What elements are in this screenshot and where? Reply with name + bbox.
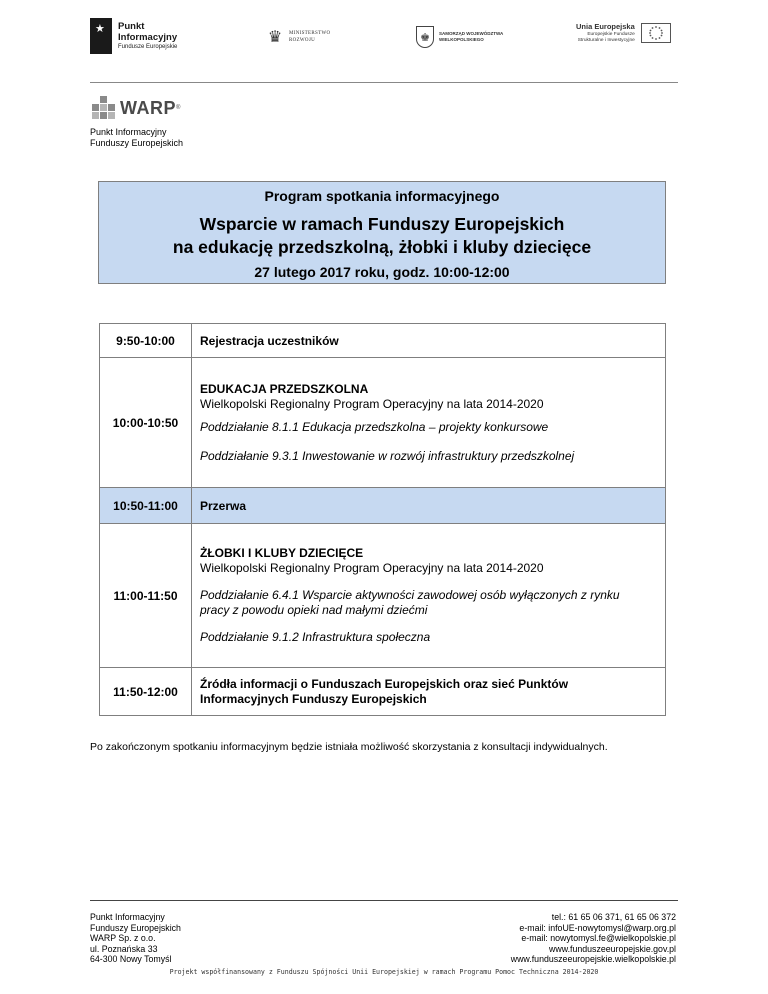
punkt-line3: Fundusze Europejskie [118, 43, 178, 50]
samorzad-logo [416, 26, 503, 48]
program-title-line1: Wsparcie w ramach Funduszy Europejskich [199, 214, 565, 234]
program-date: 27 lutego 2017 roku, godz. 10:00-12:00 [254, 264, 510, 280]
warp-caption [90, 127, 183, 149]
bottom-divider [90, 900, 678, 901]
warp-squares-icon [92, 96, 116, 120]
consultation-note: Po zakończonym spotkaniu informacyjnym będzie istniała możliwość skorzystania z konsultacji indywidualnych. [90, 741, 608, 753]
ministerstwo-logo [266, 26, 330, 48]
program-title-line2: na edukację przedszkolną, żłobki i kluby dziecięce [172, 237, 592, 257]
agenda-time: 11:50-12:00 [100, 668, 192, 716]
agenda-subheading: Wielkopolski Regionalny Program Operacyjny na lata 2014-2020 [200, 396, 544, 411]
ministerstwo-line1: MINISTERSTWO [289, 31, 331, 36]
agenda-row-break [100, 488, 666, 524]
agenda-row [100, 668, 666, 716]
agenda-title-line2: Informacyjnych Funduszy Europejskich [200, 691, 427, 706]
program-title [99, 213, 665, 259]
agenda-time: 10:00-10:50 [100, 358, 192, 488]
footer-address [90, 912, 181, 965]
agenda-description [192, 524, 666, 668]
eu-title: Unia Europejska [576, 22, 635, 31]
agenda-title-line1: Źródła informacji o Funduszach Europejskich oraz sieć Punktów [200, 676, 569, 691]
punkt-informacyjny-logo [90, 18, 177, 54]
program-header [98, 181, 666, 284]
agenda-item-continued: pracy z powodu opieki nad małymi dziećmi [200, 603, 428, 617]
samorzad-line1: SAMORZĄD WOJEWÓDZTWA [439, 31, 504, 36]
eu-line1: Europejskie Fundusze [587, 32, 635, 37]
agenda-heading: ŻŁOBKI I KLUBY DZIECIĘCE [200, 546, 364, 560]
logo-bar [90, 18, 680, 64]
warp-caption-line2: Funduszy Europejskich [90, 138, 184, 148]
punkt-line1: Punkt [118, 20, 145, 32]
punkt-star-icon [90, 18, 112, 54]
agenda-time: 11:00-11:50 [100, 524, 192, 668]
agenda-heading: EDUKACJA PRZEDSZKOLNA [200, 381, 369, 396]
samorzad-line2: WIELKOPOLSKIEGO [439, 37, 484, 42]
agenda-description [192, 358, 666, 488]
warp-word: WARP [120, 97, 176, 118]
agenda-title: Rejestracja uczestników [192, 324, 666, 358]
eu-flag-icon [641, 23, 671, 43]
agenda-row [100, 524, 666, 668]
agenda-item: Poddziałanie 9.3.1 Inwestowanie w rozwój infrastruktury przedszkolnej [200, 448, 575, 463]
agenda-title [192, 668, 666, 716]
footer-website-link[interactable]: www.funduszeeuropejskie.gov.pl [549, 943, 676, 954]
project-funding-note: Projekt współfinansowany z Funduszu Spójności Unii Europejskiej w ramach Programu Pomoc Techniczna 2014-2020 [169, 968, 599, 976]
agenda-row [100, 324, 666, 358]
agenda-table [99, 323, 666, 716]
eu-logo [576, 22, 671, 44]
warp-registered: ® [176, 105, 181, 111]
agenda-row [100, 358, 666, 488]
agenda-item: Poddziałanie 8.1.1 Edukacja przedszkolna – projekty konkursowe [200, 419, 549, 434]
footer-email-link[interactable]: e-mail: infoUE-nowytomysl@warp.org.pl [519, 922, 676, 933]
punkt-line2: Informacyjny [118, 31, 178, 43]
coat-of-arms-icon: ♚ [416, 26, 434, 48]
agenda-subheading: Wielkopolski Regionalny Program Operacyjny na lata 2014-2020 [200, 561, 544, 575]
eu-line2: Strukturalne i Inwestycyjne [577, 38, 635, 43]
footer-left-line: Punkt Informacyjny [90, 912, 165, 922]
eagle-icon: ♛ [267, 29, 283, 46]
warp-logo [92, 96, 180, 120]
footer-left-line: 64-300 Nowy Tomyśl [90, 954, 172, 964]
warp-caption-line1: Punkt Informacyjny [90, 127, 167, 137]
footer-website-link[interactable]: www.funduszeeuropejskie.wielkopolskie.pl [510, 954, 676, 964]
footer-left-line: ul. Poznańska 33 [90, 943, 158, 954]
footer-phone: tel.: 61 65 06 371, 61 65 06 372 [551, 912, 676, 922]
footer-left-line: Funduszy Europejskich [90, 922, 181, 933]
ministerstwo-line2: ROZWOJU [289, 38, 315, 43]
footer-email-link[interactable]: e-mail: nowytomysl.fe@wielkopolskie.pl [521, 933, 676, 943]
agenda-time: 9:50-10:00 [100, 324, 192, 358]
footer-contact [511, 912, 676, 965]
top-divider [90, 82, 678, 83]
footer-left-line: WARP Sp. z o.o. [90, 933, 156, 943]
agenda-item: Poddziałanie 6.4.1 Wsparcie aktywności zawodowej osób wyłączonych z rynku [200, 588, 620, 602]
agenda-item: Poddziałanie 9.1.2 Infrastruktura społeczna [200, 630, 431, 644]
agenda-title: Przerwa [192, 488, 666, 524]
program-subtitle: Program spotkania informacyjnego [264, 188, 500, 204]
agenda-time: 10:50-11:00 [100, 488, 192, 524]
